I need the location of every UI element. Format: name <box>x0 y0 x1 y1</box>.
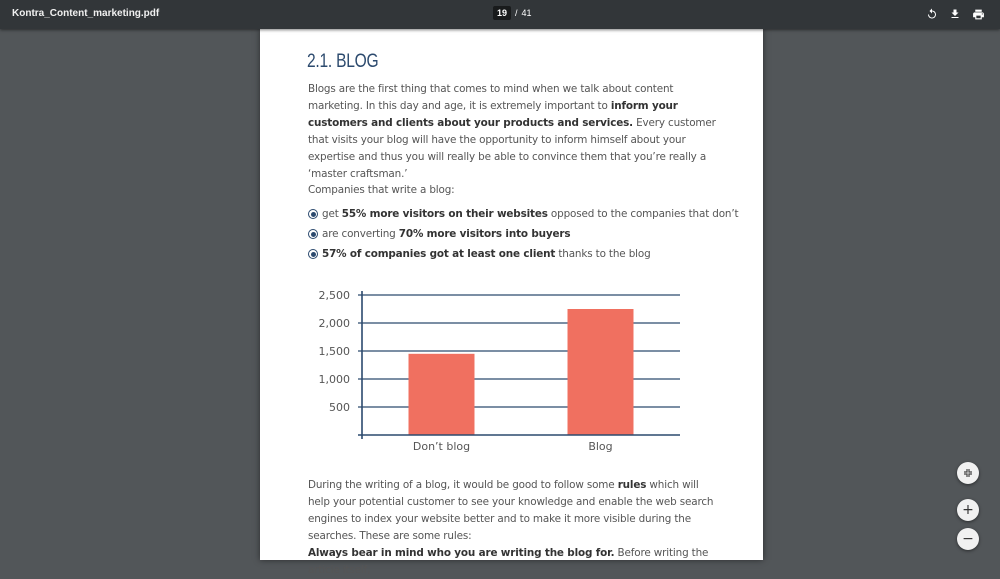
download-icon <box>949 8 961 20</box>
intro-bold-text: inform your customers and clients about your products and services. <box>308 100 678 129</box>
y-tick-label: 2,500 <box>318 289 350 302</box>
outro-text-1: During the writing of a blog, it would be good to follow some <box>308 479 618 491</box>
bullet-radio-icon <box>308 229 318 239</box>
y-tick-label: 1,000 <box>318 373 350 386</box>
pdf-toolbar <box>0 0 1000 29</box>
last-bold-text: Always bear in mind who you are writing the blog for. <box>308 547 615 559</box>
print-button[interactable] <box>970 6 986 22</box>
bar <box>409 354 475 435</box>
intro-text-1: Blogs are the first thing that comes to mind when we talk about content marketing. In this day and age, it is extremely important to <box>308 83 674 112</box>
x-tick-label: Blog <box>588 440 613 453</box>
list-item: 57% of companies got at least one client thanks to the blog <box>308 248 651 260</box>
y-tick-label: 1,500 <box>318 345 350 358</box>
last-text: Before writing the article itself, <box>308 547 709 576</box>
list-item: get 55% more visitors on their websites opposed to the companies that don’t <box>308 208 738 220</box>
last-paragraph <box>308 545 718 579</box>
zoom-in-button[interactable]: + <box>957 499 979 521</box>
page-separator: / <box>515 8 518 18</box>
total-pages: 41 <box>521 8 532 18</box>
print-icon <box>972 8 985 21</box>
blog-bar-chart <box>300 285 700 457</box>
list-item: are converting 70% more visitors into buyers <box>308 228 570 240</box>
intro-text-2: Every customer that visits your blog will have the opportunity to inform himself about your expertise and thus you will really be able to convince them that you’re really a ‘master craftsman.’ <box>308 117 716 180</box>
rotate-button[interactable] <box>924 6 940 22</box>
download-button[interactable] <box>947 6 963 22</box>
fit-page-icon <box>963 468 973 478</box>
fit-page-button[interactable] <box>957 462 979 484</box>
intro-paragraph <box>308 81 718 183</box>
file-name: Kontra_Content_marketing.pdf <box>12 8 160 19</box>
page-indicator <box>493 6 532 20</box>
outro-paragraph <box>308 477 718 545</box>
outro-text-2: which will help your potential customer to see your knowledge and enable the web search engines to index your website better and to make it more visible during the searches. These are some rules: <box>308 479 714 542</box>
y-tick-label: 500 <box>329 401 350 414</box>
bar <box>568 309 634 435</box>
list-intro: Companies that write a blog: <box>308 184 455 196</box>
pdf-page <box>260 29 763 576</box>
zoom-out-button[interactable]: − <box>957 528 979 550</box>
section-heading: 2.1. BLOG <box>307 51 379 72</box>
bullet-radio-icon <box>308 249 318 259</box>
outro-bold-text: rules <box>617 479 647 491</box>
current-page-input[interactable]: 19 <box>493 6 511 20</box>
y-tick-label: 2,000 <box>318 317 350 330</box>
rotate-icon <box>926 8 938 20</box>
bullet-radio-icon <box>308 209 318 219</box>
x-tick-label: Don’t blog <box>412 440 471 453</box>
